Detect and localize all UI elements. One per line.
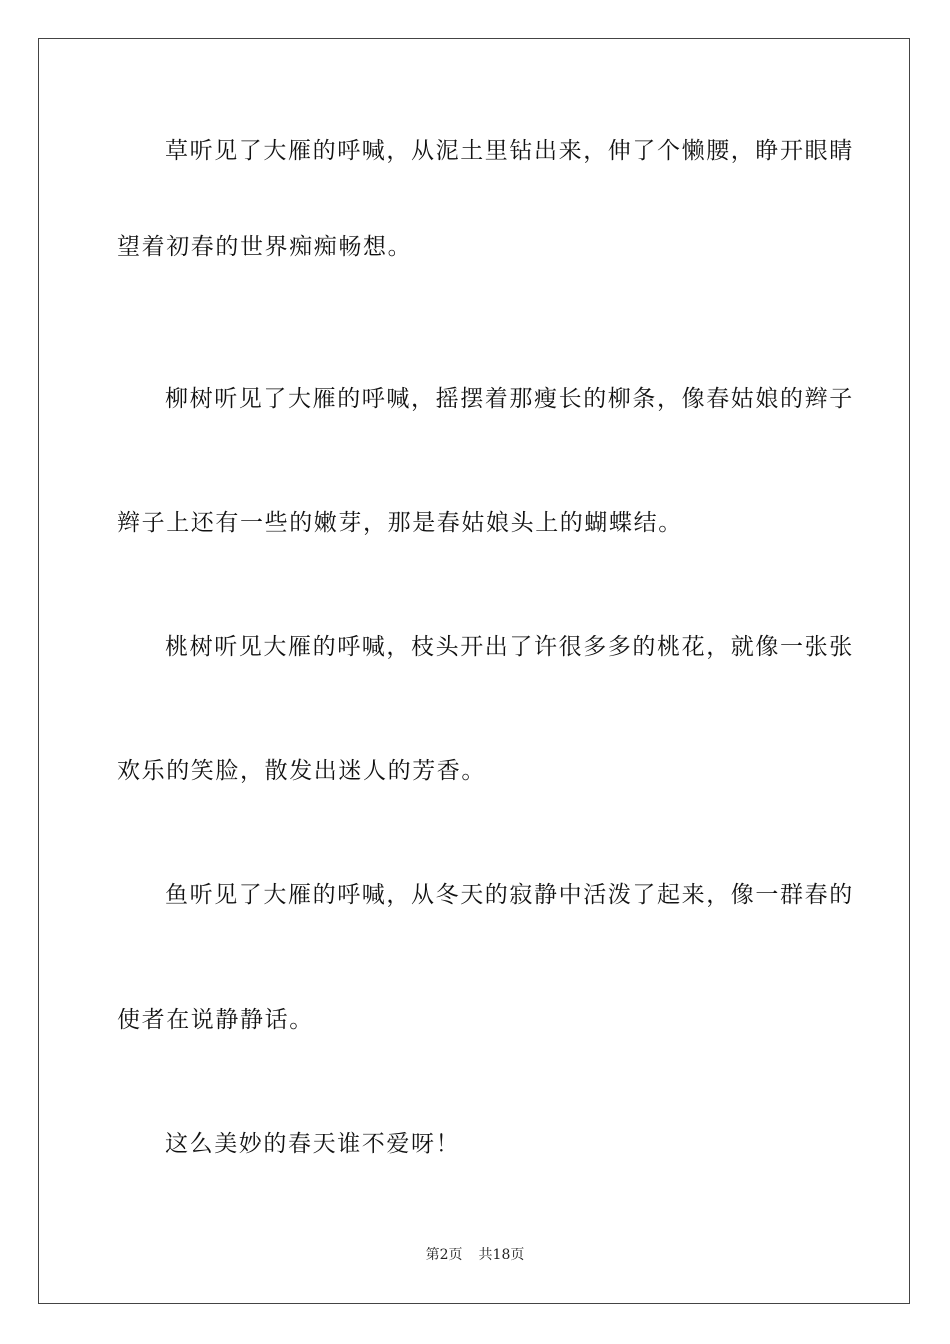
page-total: 共18页	[478, 1247, 525, 1263]
paragraph-grass-line-2: 望着初春的世界痴痴畅想。	[117, 234, 413, 260]
paragraph-willow-line-1: 柳树听见了大雁的呼喊，摇摆着那瘦长的柳条，像春姑娘的辫子	[165, 386, 854, 412]
page-number: 第2页	[425, 1247, 463, 1263]
paragraph-fish-line-1: 鱼听见了大雁的呼喊，从冬天的寂静中活泼了起来，像一群春的	[165, 882, 854, 908]
paragraph-grass-line-1: 草听见了大雁的呼喊，从泥土里钻出来，伸了个懒腰，睁开眼睛	[165, 138, 854, 164]
paragraph-willow-line-2: 辫子上还有一些的嫩芽，那是春姑娘头上的蝴蝶结。	[117, 510, 683, 536]
paragraph-peach-line-2: 欢乐的笑脸，散发出迷人的芳香。	[117, 758, 486, 784]
paragraph-fish-line-2: 使者在说静静话。	[117, 1007, 314, 1033]
paragraph-closing: 这么美妙的春天谁不爱呀！	[165, 1131, 461, 1157]
page-footer	[0, 1246, 950, 1264]
paragraph-peach-line-1: 桃树听见大雁的呼喊，枝头开出了许很多多的桃花，就像一张张	[165, 634, 854, 660]
page-frame	[38, 38, 910, 1304]
